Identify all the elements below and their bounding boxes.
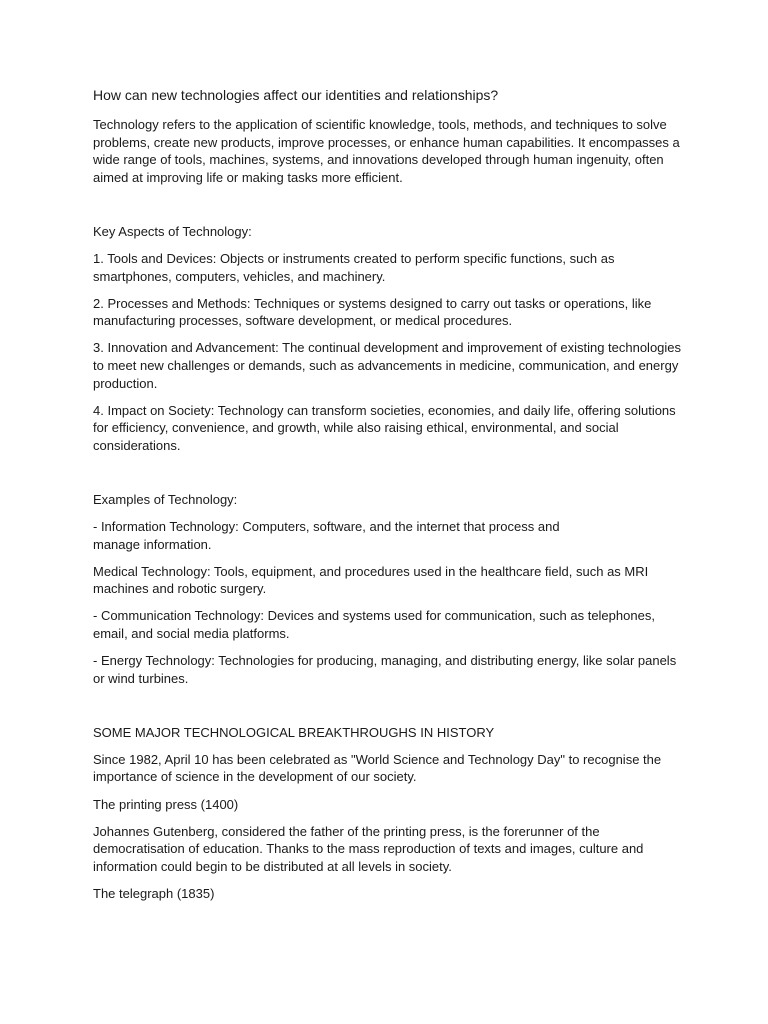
breakthroughs-intro: Since 1982, April 10 has been celebrated as "World Science and Technology Day" to recognise the importance of science in the development of our society. <box>93 751 662 785</box>
document-page <box>93 86 683 912</box>
example-item <box>93 518 683 553</box>
spacer <box>93 697 683 724</box>
key-aspect-item: 3. Innovation and Advancement: The continual development and improvement of existing technologies to meet new challenges or demands, such as advancements in medicine, communication, and energy production. <box>93 340 682 391</box>
key-aspects-heading: Key Aspects of Technology: <box>93 223 252 239</box>
key-aspect-item: 1. Tools and Devices: Objects or instruments created to perform specific functions, such as smartphones, computers, vehicles, and machinery. <box>93 250 615 284</box>
breakthroughs-heading: SOME MAJOR TECHNOLOGICAL BREAKTHROUGHS IN HISTORY <box>93 724 495 740</box>
example-item-line: manage information. <box>93 536 212 552</box>
document-title: How can new technologies affect our identities and relationships? <box>93 87 499 103</box>
telegraph-title: The telegraph (1835) <box>93 885 215 901</box>
key-aspect-item: 4. Impact on Society: Technology can transform societies, economies, and daily life, offering solutions for efficiency, convenience, and growth, while also raising ethical, environmental, and social considerations. <box>93 402 676 453</box>
examples-heading: Examples of Technology: <box>93 491 238 507</box>
intro-paragraph: Technology refers to the application of scientific knowledge, tools, methods, and techniques to solve problems, create new products, improve processes, or enhance human capabilities. It encompasses a wide range of tools, machines, systems, and innovations developed through human ingenuity, often aimed at improving life or making tasks more efficient. <box>93 117 680 185</box>
example-item: Medical Technology: Tools, equipment, and procedures used in the healthcare field, such as MRI machines and robotic surgery. <box>93 563 649 597</box>
key-aspect-item: 2. Processes and Methods: Techniques or systems designed to carry out tasks or operations, like manufacturing processes, software development, or medical procedures. <box>93 295 652 329</box>
spacer <box>93 196 683 223</box>
printing-press-text: Johannes Gutenberg, considered the father of the printing press, is the forerunner of the democratisation of education. Thanks to the mass reproduction of texts and images, culture and information could begin to be distributed at all levels in society. <box>93 823 644 874</box>
example-item: - Communication Technology: Devices and systems used for communication, such as telephones, email, and social media platforms. <box>93 608 655 641</box>
example-item-line: - Information Technology: Computers, software, and the internet that process and <box>93 519 560 534</box>
example-item: - Energy Technology: Technologies for producing, managing, and distributing energy, like solar panels or wind turbines. <box>93 653 677 686</box>
printing-press-title: The printing press (1400) <box>93 796 239 812</box>
spacer <box>93 464 683 491</box>
